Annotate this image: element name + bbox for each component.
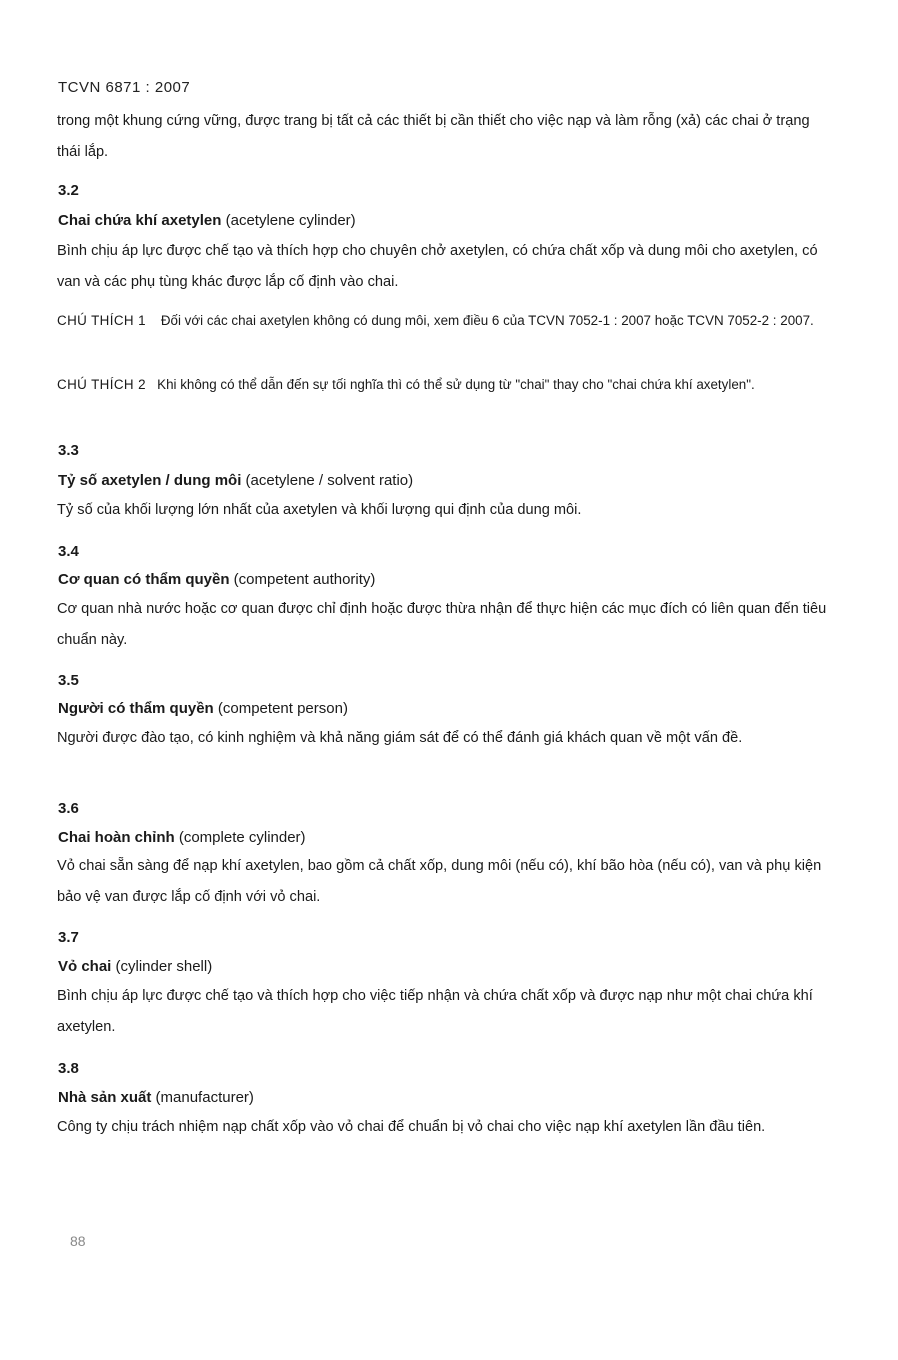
section-number-3-4: 3.4 bbox=[58, 543, 79, 560]
definition-3-8: Công ty chịu trách nhiệm nạp chất xốp vào vỏ chai để chuẩn bị vỏ chai cho việc nạp khí axetylen lần đầu tiên. bbox=[57, 1119, 766, 1135]
definition-3-4: Cơ quan nhà nước hoặc cơ quan được chỉ định hoặc được thừa nhận để thực hiện các mục đích có liên quan đến tiêu chuẩn này. bbox=[57, 601, 827, 648]
term-3-2 bbox=[58, 212, 356, 229]
term-3-6 bbox=[58, 829, 306, 846]
term-vi: Vỏ chai bbox=[58, 958, 112, 975]
definition-3-2: Bình chịu áp lực được chế tạo và thích hợp cho chuyên chở axetylen, có chứa chất xốp và dung môi cho axetylen, có van và các phụ tùng khác được lắp cố định vào chai. bbox=[57, 243, 818, 290]
note-label: CHÚ THÍCH 1 bbox=[57, 313, 146, 328]
definition-3-7: Bình chịu áp lực được chế tạo và thích hợp cho việc tiếp nhận và chứa chất xốp và được nạp như một chai chứa khí axetylen. bbox=[57, 988, 813, 1035]
section-number-3-6: 3.6 bbox=[58, 800, 79, 817]
note-label: CHÚ THÍCH 2 bbox=[57, 377, 146, 392]
term-3-8 bbox=[58, 1089, 254, 1106]
note-text: Khi không có thể dẫn đến sự tối nghĩa thì có thể sử dụng từ "chai" thay cho "chai chứa khí axetylen". bbox=[157, 377, 755, 392]
term-3-7 bbox=[58, 958, 212, 975]
section-number-3-3: 3.3 bbox=[58, 442, 79, 459]
section-number-3-2: 3.2 bbox=[58, 182, 79, 199]
term-en: (competent person) bbox=[213, 700, 348, 717]
term-3-4 bbox=[58, 571, 375, 588]
section-number-3-5: 3.5 bbox=[58, 672, 79, 689]
definition-3-6: Vỏ chai sẵn sàng để nạp khí axetylen, bao gồm cả chất xốp, dung môi (nếu có), khí bão hòa (nếu có), van và phụ kiện bảo vệ van được lắp cố định với vỏ chai. bbox=[57, 858, 822, 905]
term-en: (complete cylinder) bbox=[174, 829, 306, 846]
term-en: (acetylene cylinder) bbox=[221, 212, 356, 229]
term-3-3 bbox=[58, 472, 413, 489]
term-en: (cylinder shell) bbox=[111, 958, 213, 975]
term-vi: Người có thẩm quyền bbox=[58, 700, 214, 717]
page-number: 88 bbox=[70, 1233, 86, 1249]
term-en: (acetylene / solvent ratio) bbox=[241, 472, 414, 489]
term-en: (competent authority) bbox=[229, 571, 376, 588]
term-vi: Chai chứa khí axetylen bbox=[58, 212, 222, 229]
definition-3-5: Người được đào tạo, có kinh nghiệm và khả năng giám sát để có thể đánh giá khách quan về một vấn đề. bbox=[57, 730, 743, 746]
term-vi: Cơ quan có thẩm quyền bbox=[58, 571, 230, 588]
term-3-5 bbox=[58, 700, 348, 717]
section-number-3-8: 3.8 bbox=[58, 1060, 79, 1077]
note-2 bbox=[57, 369, 832, 400]
standard-code-header: TCVN 6871 : 2007 bbox=[58, 79, 191, 96]
term-en: (manufacturer) bbox=[151, 1089, 254, 1106]
definition-3-3: Tỷ số của khối lượng lớn nhất của axetylen và khối lượng qui định của dung môi. bbox=[57, 502, 582, 518]
term-vi: Chai hoàn chỉnh bbox=[58, 829, 175, 846]
note-1 bbox=[57, 305, 832, 336]
term-vi: Tỷ số axetylen / dung môi bbox=[58, 472, 242, 489]
section-number-3-7: 3.7 bbox=[58, 929, 79, 946]
note-text: Đối với các chai axetylen không có dung môi, xem điều 6 của TCVN 7052-1 : 2007 hoặc TCVN 7052-2 : 2007. bbox=[160, 313, 814, 328]
intro-paragraph: trong một khung cứng vững, được trang bị tất cả các thiết bị cần thiết cho việc nạp và làm rỗng (xả) các chai ở trạng thái lắp. bbox=[57, 113, 810, 160]
term-vi: Nhà sản xuất bbox=[58, 1089, 152, 1106]
